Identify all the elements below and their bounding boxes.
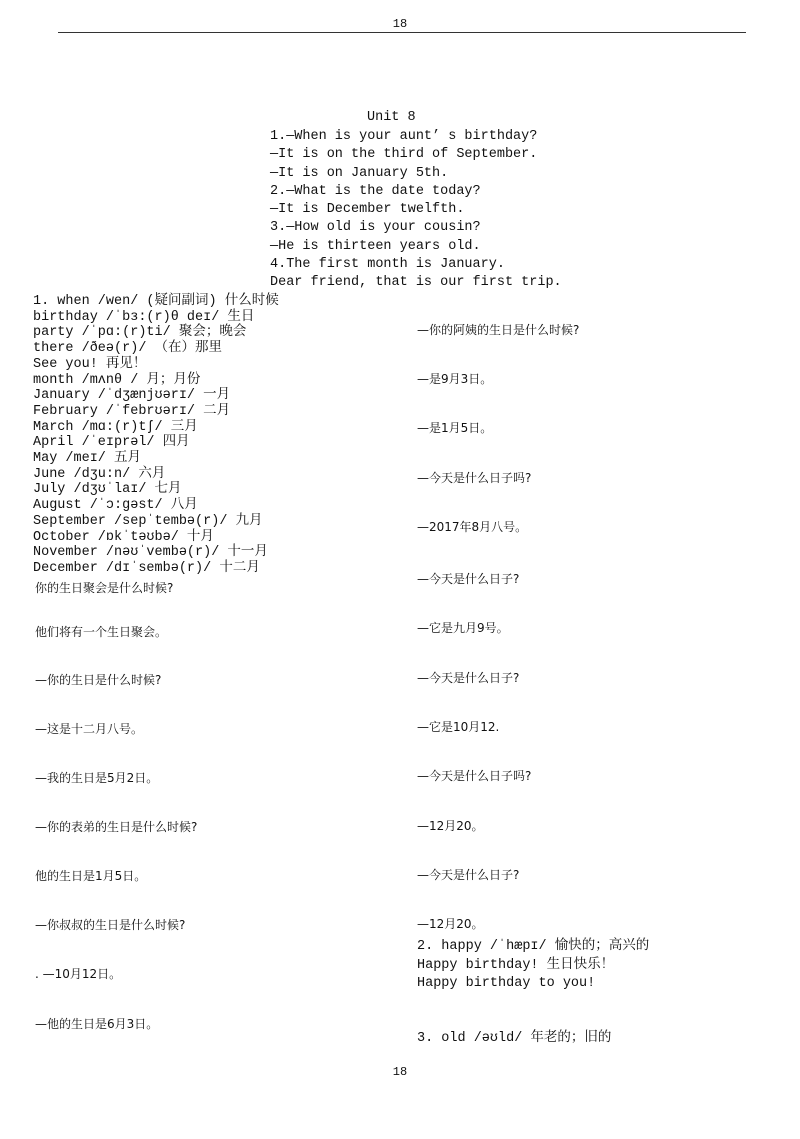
vocab-item: January /ˈdʒænjʊərɪ/ 一月 bbox=[33, 388, 231, 404]
vocab-happy-block bbox=[417, 938, 649, 994]
practice-sentence: —今天是什么日子吗? bbox=[417, 769, 532, 783]
vocab-item: August /ˈɔ:gəst/ 八月 bbox=[33, 498, 198, 514]
vocab-item-old: 3. old /əʊld/ 年老的；旧的 bbox=[417, 1031, 612, 1046]
practice-sentence: —它是九月9号。 bbox=[417, 621, 509, 635]
practice-sentence: 你的生日聚会是什么时候? bbox=[35, 581, 174, 595]
vocab-item: birthday /ˈbɜ:(r)θ deɪ/ 生日 bbox=[33, 309, 255, 325]
dialogue-line: 1.—When is your aunt’ s birthday? bbox=[270, 129, 538, 144]
page-number-bottom: 18 bbox=[392, 1065, 408, 1079]
header-rule bbox=[58, 32, 746, 33]
vocab-item: October /ɒkˈtəʊbə/ 十月 bbox=[33, 529, 214, 545]
dialogue-block bbox=[270, 128, 562, 293]
vocab-item: Happy birthday to you! bbox=[417, 976, 596, 991]
dialogue-line: 4.The first month is January. bbox=[270, 257, 505, 273]
vocab-item: November /nəʊˈvembə(r)/ 十一月 bbox=[33, 545, 268, 561]
practice-sentence: —是1月5日。 bbox=[417, 421, 493, 435]
practice-sentence: —2017年8月八号。 bbox=[417, 520, 528, 534]
practice-sentence: —今天是什么日子? bbox=[417, 572, 520, 586]
practice-sentence: —是9月3日。 bbox=[417, 372, 493, 386]
vocab-item: Happy birthday! 生日快乐！ bbox=[417, 957, 615, 973]
vocab-item: party /ˈpɑ:(r)ti/ 聚会；晚会 bbox=[33, 325, 247, 341]
vocab-item: September /sepˈtembə(r)/ 九月 bbox=[33, 513, 263, 529]
vocab-list bbox=[33, 294, 279, 577]
vocab-item: December /dɪˈsembə(r)/ 十二月 bbox=[33, 560, 260, 576]
vocab-item: 1. when /wen/ (疑问副词) 什么时候 bbox=[33, 294, 279, 309]
page-number-top: 18 bbox=[392, 17, 408, 31]
vocab-item: February /ˈfebrʊərɪ/ 二月 bbox=[33, 403, 231, 419]
practice-sentence: —它是10月12. bbox=[417, 720, 500, 734]
vocab-item: July /dʒʊˈlaɪ/ 七月 bbox=[33, 482, 182, 498]
dialogue-line: —It is on the third of September. bbox=[270, 147, 538, 163]
vocab-item: April /ˈeɪprəl/ 四月 bbox=[33, 435, 190, 451]
dialogue-line: 3.—How old is your cousin? bbox=[270, 220, 481, 236]
vocab-item: 2. happy /ˈhæpɪ/ 愉快的；高兴的 bbox=[417, 939, 650, 954]
practice-sentence: 他的生日是1月5日。 bbox=[35, 869, 147, 883]
practice-sentence: —这是十二月八号。 bbox=[35, 722, 144, 736]
practice-sentence: —你的阿姨的生日是什么时候? bbox=[417, 323, 580, 337]
dialogue-line: —He is thirteen years old. bbox=[270, 238, 481, 254]
practice-sentence: —你叔叔的生日是什么时候? bbox=[35, 918, 186, 932]
practice-sentence: 他们将有一个生日聚会。 bbox=[35, 625, 168, 639]
practice-sentence: —他的生日是6月3日。 bbox=[35, 1017, 159, 1031]
dialogue-line: Dear friend, that is our first trip. bbox=[270, 275, 562, 291]
practice-sentence: —你的生日是什么时候? bbox=[35, 673, 162, 687]
practice-sentence: . —10月12日。 bbox=[35, 967, 122, 981]
practice-sentence: —12月20。 bbox=[417, 819, 484, 833]
vocab-item: month /mʌnθ / 月；月份 bbox=[33, 372, 201, 388]
dialogue-line: —It is on January 5th. bbox=[270, 165, 449, 181]
practice-sentence: —今天是什么日子? bbox=[417, 671, 520, 685]
practice-sentence: —我的生日是5月2日。 bbox=[35, 771, 159, 785]
practice-sentence: —今天是什么日子? bbox=[417, 868, 520, 882]
practice-sentence: —今天是什么日子吗? bbox=[417, 471, 532, 485]
practice-sentence: —你的表弟的生日是什么时候? bbox=[35, 820, 198, 834]
practice-sentence: —12月20。 bbox=[417, 917, 484, 931]
unit-title: Unit 8 bbox=[367, 110, 416, 125]
vocab-item: March /mɑ:(r)tʃ/ 三月 bbox=[33, 419, 198, 435]
vocab-item: See you! 再见！ bbox=[33, 356, 147, 372]
vocab-item: there /ðeə(r)/ （在）那里 bbox=[33, 341, 223, 357]
vocab-item: May /meɪ/ 五月 bbox=[33, 451, 142, 467]
dialogue-line: 2.—What is the date today? bbox=[270, 183, 481, 199]
dialogue-line: —It is December twelfth. bbox=[270, 202, 465, 218]
vocab-item: June /dʒu:n/ 六月 bbox=[33, 466, 166, 482]
